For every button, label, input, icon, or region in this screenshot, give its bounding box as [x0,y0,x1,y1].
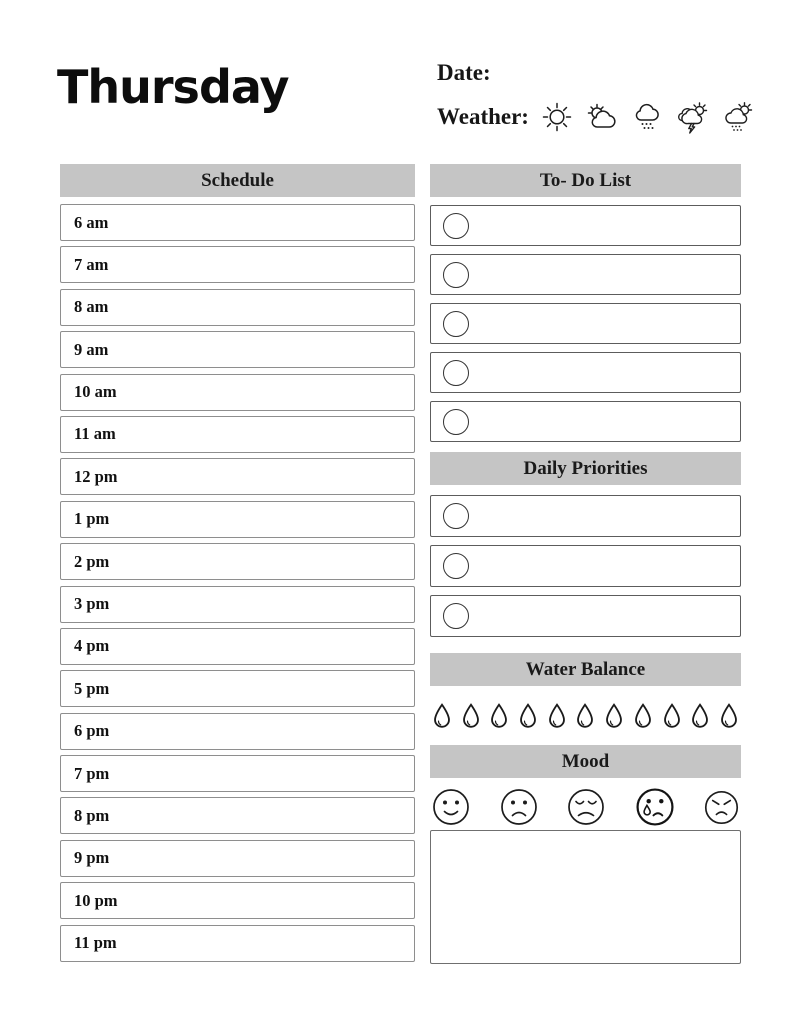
water-drop-icon[interactable] [546,702,568,732]
time-label: 11 pm [74,933,117,953]
schedule-slot-3pm[interactable] [60,586,415,623]
todo-header: To- Do List [430,164,741,197]
water-drop-icon[interactable] [689,702,711,732]
water-drop-icon[interactable] [431,702,453,732]
priority-checkbox[interactable] [443,603,469,629]
todo-item-3[interactable] [430,303,741,344]
time-label: 5 pm [74,678,110,698]
time-label: 9 pm [74,848,110,868]
mood-tired-icon[interactable] [566,787,606,827]
schedule-slot-9am[interactable] [60,331,415,368]
priorities-header: Daily Priorities [430,452,741,485]
mood-angry-icon[interactable] [703,789,740,826]
water-balance-header: Water Balance [430,653,741,686]
schedule-slot-8pm[interactable] [60,797,415,834]
priority-item-1[interactable] [430,495,741,537]
page-title: Thursday [57,60,289,114]
time-label: 6 pm [74,721,110,741]
mood-happy-icon[interactable] [431,787,471,827]
schedule-slot-8am[interactable] [60,289,415,326]
schedule-slot-10am[interactable] [60,374,415,411]
time-label: 1 pm [74,509,110,529]
rainy-icon[interactable] [629,99,665,135]
date-row[interactable] [437,60,743,86]
schedule-slot-6am[interactable] [60,204,415,241]
schedule-slot-6pm[interactable] [60,713,415,750]
priority-item-2[interactable] [430,545,741,587]
schedule-slot-9pm[interactable] [60,840,415,877]
time-label: 8 am [74,297,109,317]
partly-cloudy-icon[interactable] [584,99,620,135]
schedule-slot-2pm[interactable] [60,543,415,580]
weather-label: Weather: [437,104,529,129]
time-label: 3 pm [74,594,110,614]
time-label: 9 am [74,339,109,359]
date-weather-block [437,60,743,135]
schedule-slot-11am[interactable] [60,416,415,453]
water-drops-row [430,700,741,733]
water-drop-icon[interactable] [574,702,596,732]
todo-checkbox[interactable] [443,311,469,337]
water-drop-icon[interactable] [718,702,740,732]
time-label: 11 am [74,424,116,444]
water-drop-icon[interactable] [603,702,625,732]
todo-checkbox[interactable] [443,360,469,386]
todo-checkbox[interactable] [443,213,469,239]
mood-sad-icon[interactable] [499,787,539,827]
priority-checkbox[interactable] [443,553,469,579]
todo-checkbox[interactable] [443,262,469,288]
schedule-slot-1pm[interactable] [60,501,415,538]
thunderstorm-icon[interactable] [674,99,710,135]
water-drop-icon[interactable] [661,702,683,732]
time-label: 6 am [74,212,109,232]
todo-checkbox[interactable] [443,409,469,435]
sunny-icon[interactable] [539,99,575,135]
time-label: 4 pm [74,636,110,656]
mood-header: Mood [430,745,741,778]
time-label: 7 pm [74,763,110,783]
schedule-slot-10pm[interactable] [60,882,415,919]
schedule-slot-7am[interactable] [60,246,415,283]
time-label: 10 pm [74,890,118,910]
weather-options [539,99,755,135]
weather-row [437,99,743,135]
schedule-header: Schedule [60,164,415,197]
schedule-slot-5pm[interactable] [60,670,415,707]
schedule-slot-7pm[interactable] [60,755,415,792]
time-label: 2 pm [74,551,110,571]
time-label: 10 am [74,382,117,402]
schedule-slot-4pm[interactable] [60,628,415,665]
schedule-slot-11pm[interactable] [60,925,415,962]
water-drop-icon[interactable] [517,702,539,732]
time-label: 12 pm [74,466,118,486]
sleet-icon[interactable] [719,99,755,135]
right-column [430,164,741,964]
todo-item-5[interactable] [430,401,741,442]
time-label: 8 pm [74,805,110,825]
todo-item-1[interactable] [430,205,741,246]
water-drop-icon[interactable] [632,702,654,732]
todo-item-4[interactable] [430,352,741,393]
schedule-slot-12pm[interactable] [60,458,415,495]
water-drop-icon[interactable] [460,702,482,732]
mood-notes-box[interactable] [430,830,741,964]
mood-crying-icon[interactable] [634,786,676,828]
mood-faces-row [430,788,741,826]
date-label: Date: [437,60,491,85]
priority-item-3[interactable] [430,595,741,637]
water-drop-icon[interactable] [488,702,510,732]
priority-checkbox[interactable] [443,503,469,529]
time-label: 7 am [74,254,109,274]
schedule-section [60,164,415,962]
todo-item-2[interactable] [430,254,741,295]
